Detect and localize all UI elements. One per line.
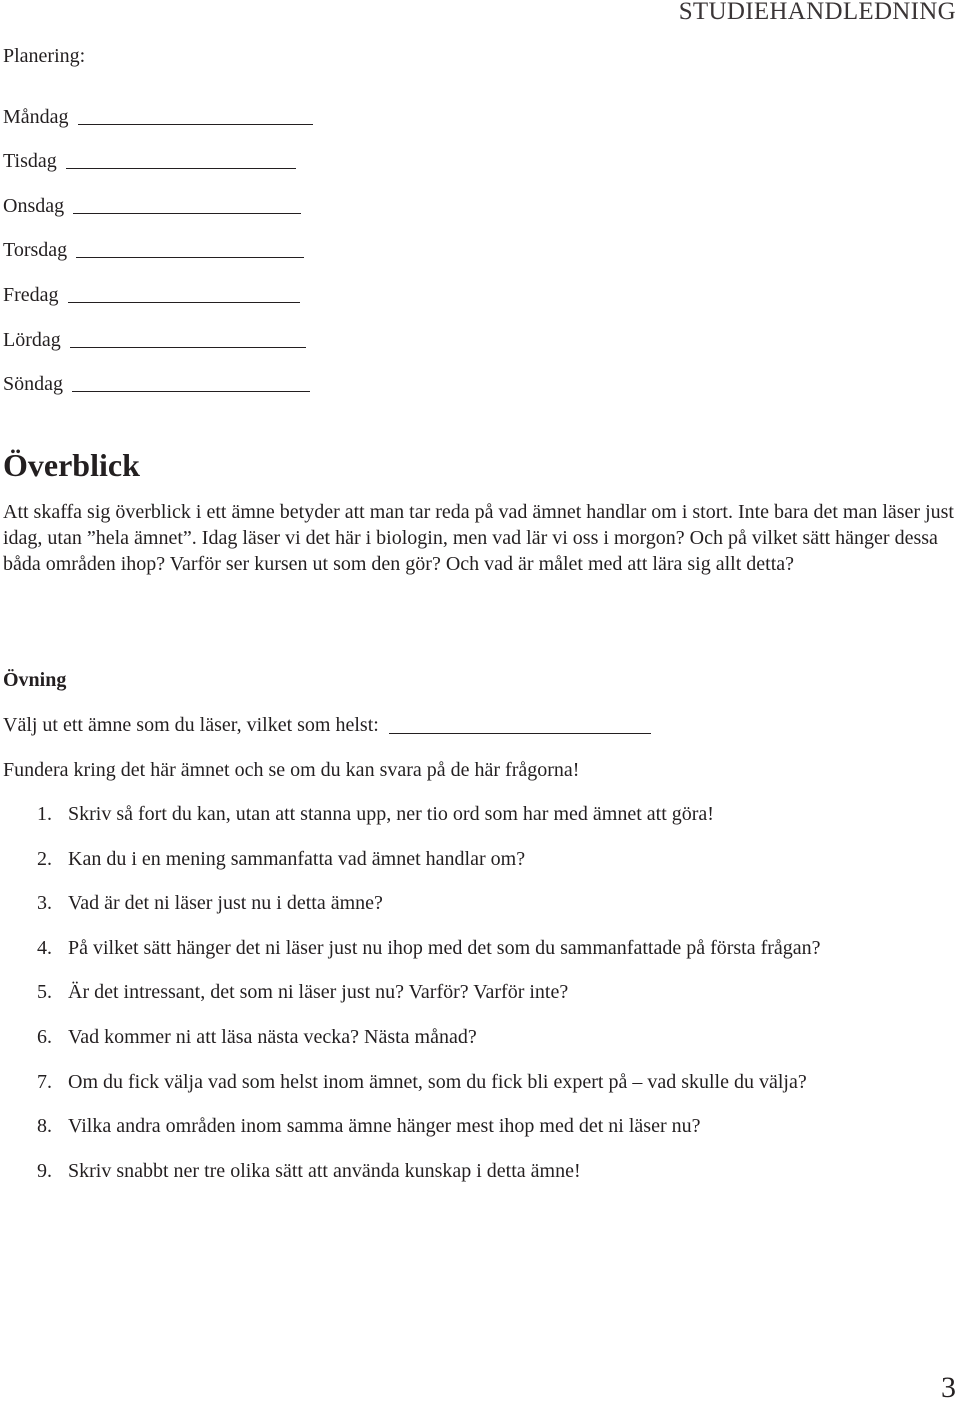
question-item <box>3 800 958 845</box>
page-number: 3 <box>941 1371 956 1404</box>
day-row <box>3 220 313 265</box>
question-number: 2. <box>37 847 52 870</box>
overview-section <box>3 446 958 577</box>
question-number: 1. <box>37 803 52 825</box>
day-answer-line[interactable] <box>72 390 310 392</box>
day-row <box>3 175 313 220</box>
overview-text: Att skaffa sig överblick i ett ämne betyder att man tar reda på vad ämnet handlar om i stort. Inte bara det man läser just idag, utan ”hela ämnet”. Idag läser vi det här i biologin, men vad lär vi oss i morgon? Och på vilket sätt hänger dessa båda områden ihop? Varför ser kursen ut som den gör? Och vad är målet med att lära sig allt detta? <box>3 501 954 575</box>
day-label: Måndag <box>3 105 69 128</box>
day-label: Onsdag <box>3 194 65 217</box>
choose-subject-row <box>3 711 958 739</box>
exercise-title: Övning <box>3 669 67 691</box>
question-text: Är det intressant, det som ni läser just nu? Varför? Varför inte? <box>68 981 569 1004</box>
question-item <box>3 889 958 934</box>
day-row <box>3 131 313 176</box>
day-label: Tisdag <box>3 150 57 173</box>
day-answer-line[interactable] <box>73 212 301 214</box>
day-answer-line[interactable] <box>66 167 296 169</box>
question-text: Kan du i en mening sammanfatta vad ämnet handlar om? <box>68 847 526 870</box>
planning-days <box>3 86 313 398</box>
question-text: Vad kommer ni att läsa nästa vecka? Nästa månad? <box>68 1025 477 1048</box>
exercise-section <box>3 666 958 1201</box>
day-label: Söndag <box>3 373 63 396</box>
choose-subject-prompt: Välj ut ett ämne som du läser, vilket som helst: <box>3 714 379 736</box>
question-text: Om du fick välja vad som helst inom ämnet, som du fick bli expert på – vad skulle du välja? <box>68 1070 807 1093</box>
question-number: 8. <box>37 1115 52 1138</box>
question-text: På vilket sätt hänger det ni läser just nu ihop med det som du sammanfattade på första frågan? <box>68 936 821 959</box>
question-number: 4. <box>37 936 52 959</box>
day-answer-line[interactable] <box>78 123 313 125</box>
day-answer-line[interactable] <box>68 301 300 303</box>
day-row <box>3 309 313 354</box>
question-item <box>3 934 958 979</box>
header-label: STUDIEHANDLEDNING <box>678 0 956 25</box>
day-answer-line[interactable] <box>76 256 304 258</box>
day-row <box>3 86 313 131</box>
question-number: 6. <box>37 1025 52 1048</box>
question-text: Skriv snabbt ner tre olika sätt att använda kunskap i detta ämne! <box>68 1159 581 1182</box>
day-row <box>3 264 313 309</box>
consider-text: Fundera kring det här ämnet och se om du kan svara på de här frågorna! <box>3 759 580 781</box>
overview-title: Överblick <box>3 447 140 483</box>
question-text: Vad är det ni läser just nu i detta ämne? <box>68 892 383 915</box>
question-number: 7. <box>37 1070 52 1093</box>
question-item <box>3 1112 958 1157</box>
question-item <box>3 845 958 890</box>
question-number: 9. <box>37 1159 52 1182</box>
question-list <box>3 800 958 1201</box>
question-item <box>3 1023 958 1068</box>
question-item <box>3 1157 958 1202</box>
question-item <box>3 1068 958 1113</box>
day-row <box>3 354 313 399</box>
question-text: Skriv så fort du kan, utan att stanna upp, ner tio ord som har med ämnet att göra! <box>68 803 714 825</box>
day-label: Torsdag <box>3 239 68 262</box>
day-answer-line[interactable] <box>70 346 306 348</box>
day-label: Fredag <box>3 283 59 306</box>
planning-title: Planering: <box>3 45 86 67</box>
question-item <box>3 978 958 1023</box>
planning-section <box>3 42 313 398</box>
question-number: 5. <box>37 981 52 1004</box>
question-number: 3. <box>37 892 52 915</box>
day-label: Lördag <box>3 328 61 351</box>
subject-answer-line[interactable] <box>389 733 651 734</box>
question-text: Vilka andra områden inom samma ämne hänger mest ihop med det ni läser nu? <box>68 1115 701 1138</box>
